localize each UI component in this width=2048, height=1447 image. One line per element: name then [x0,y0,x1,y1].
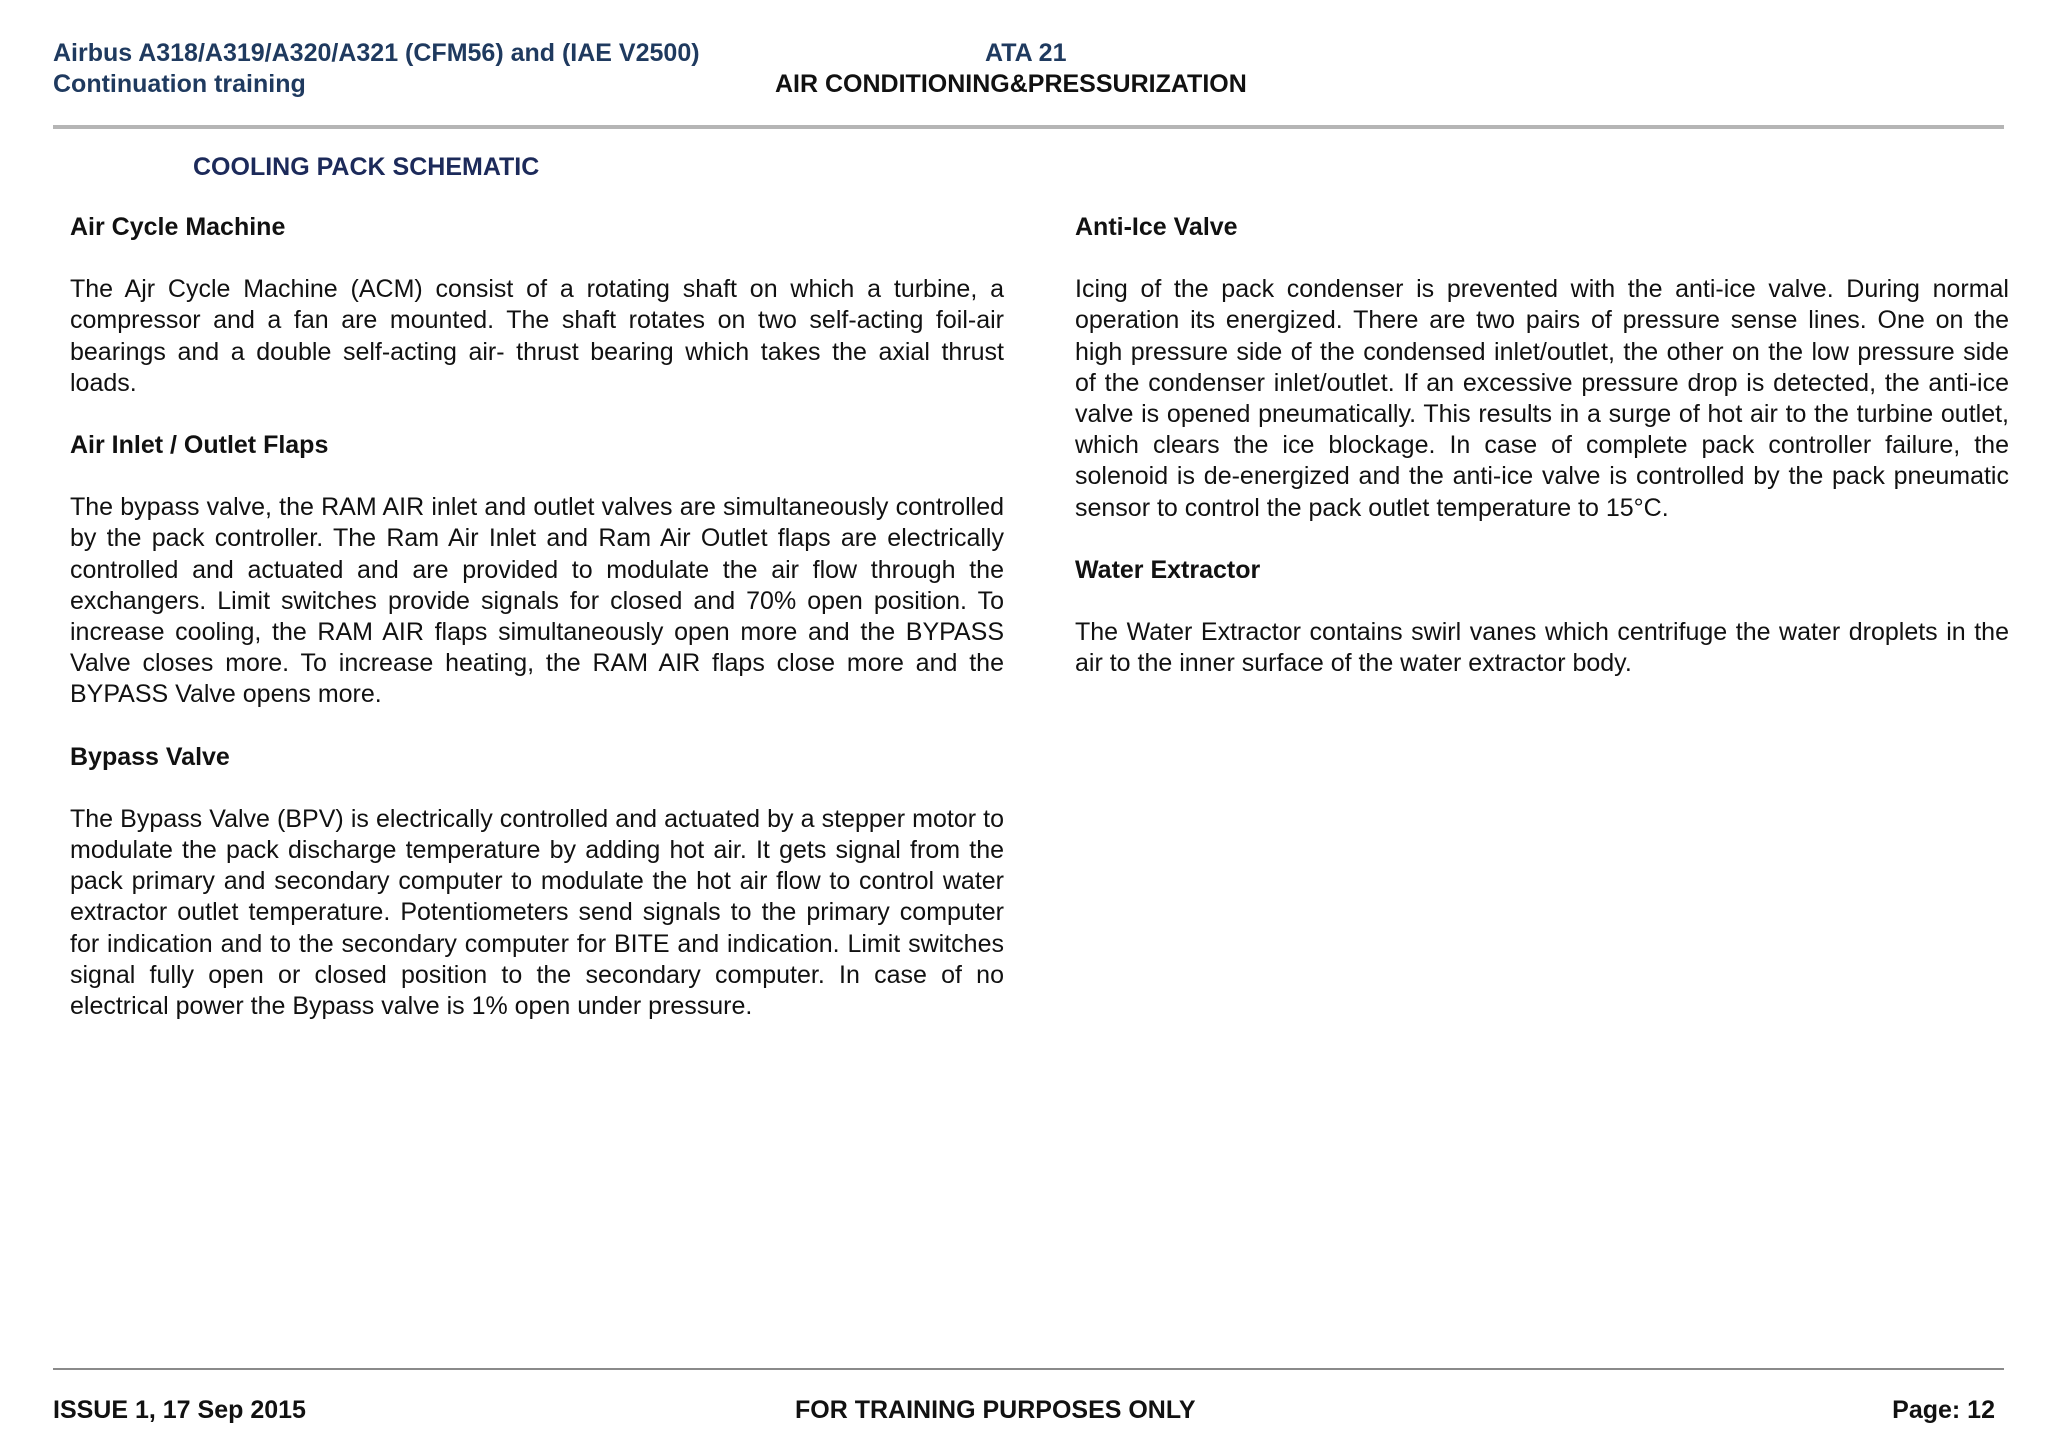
header-ata: ATA 21 [985,39,1067,67]
section-heading-air-cycle-machine: Air Cycle Machine [70,213,286,241]
page-title: COOLING PACK SCHEMATIC [193,153,540,181]
section-body-anti-ice-valve: Icing of the pack condenser is prevented with the anti-ice valve. During normal operation its energized. There are two pairs of pressure sense lines. One on the high pressure side of the condensed inlet/outlet, the other on the low pressure side of the condenser inlet/outlet. If an excessive pressure drop is detected, the anti-ice valve is opened pneumatically. This results in a surge of hot air to the turbine outlet, which clears the ice blockage. In case of complete pack controller failure, the solenoid is de-energized and the anti-ice valve is controlled by the pack pneumatic sensor to control the pack outlet temperature to 15°C. [1075,275,2009,522]
header-divider [53,125,2004,129]
header-aircraft: Airbus A318/A319/A320/A321 (CFM56) and (IAE V2500) [53,39,700,67]
left-column [70,212,1004,1053]
section-body-bypass-valve: The Bypass Valve (BPV) is electrically controlled and actuated by a stepper motor to modulate the pack discharge temperature by adding hot air. It gets signal from the pack primary and secondary computer to modulate the hot air flow to control water extractor outlet temperature. Potentiometers send signals to the primary computer for indication and to the secondary computer for BITE and indication. Limit switches signal fully open or closed position to the secondary computer. In case of no electrical power the Bypass valve is 1% open under pressure. [70,804,1004,1021]
footer-issue: ISSUE 1, 17 Sep 2015 [53,1396,306,1424]
section-body-air-cycle-machine: The Ajr Cycle Machine (ACM) consist of a rotating shaft on which a turbine, a compressor and a fan are mounted. The shaft rotates on two self-acting foil-air bearings and a double self-acting air- thrust bearing which takes the axial thrust loads. [70,275,1004,397]
section-body-water-extractor: The Water Extractor contains swirl vanes which centrifuge the water droplets in the air to the inner surface of the water extractor body. [1075,618,2009,678]
section-body-air-inlet-outlet-flaps: The bypass valve, the RAM AIR inlet and outlet valves are simultaneously controlled by the pack controller. The Ram Air Inlet and Ram Air Outlet flaps are electrically controlled and actuated and are provided to modulate the air flow through the exchangers. Limit switches provide signals for closed and 70% open position. To increase cooling, the RAM AIR flaps simultaneously open more and the BYPASS Valve closes more. To increase heating, the RAM AIR flaps close more and the BYPASS Valve opens more. [70,493,1004,709]
footer-divider [53,1368,2004,1370]
footer-notice: FOR TRAINING PURPOSES ONLY [795,1396,1196,1424]
section-heading-water-extractor: Water Extractor [1075,555,1261,584]
header-left-block [53,38,813,100]
section-heading-anti-ice-valve: Anti-Ice Valve [1075,213,1238,241]
section-heading-bypass-valve: Bypass Valve [70,742,230,771]
footer-page-number: Page: 12 [1892,1396,1995,1424]
header-chapter: AIR CONDITIONING&PRESSURIZATION [775,70,1247,98]
right-column [1075,212,2009,710]
header-course: Continuation training [53,70,306,98]
section-heading-air-inlet-outlet-flaps: Air Inlet / Outlet Flaps [70,431,329,460]
